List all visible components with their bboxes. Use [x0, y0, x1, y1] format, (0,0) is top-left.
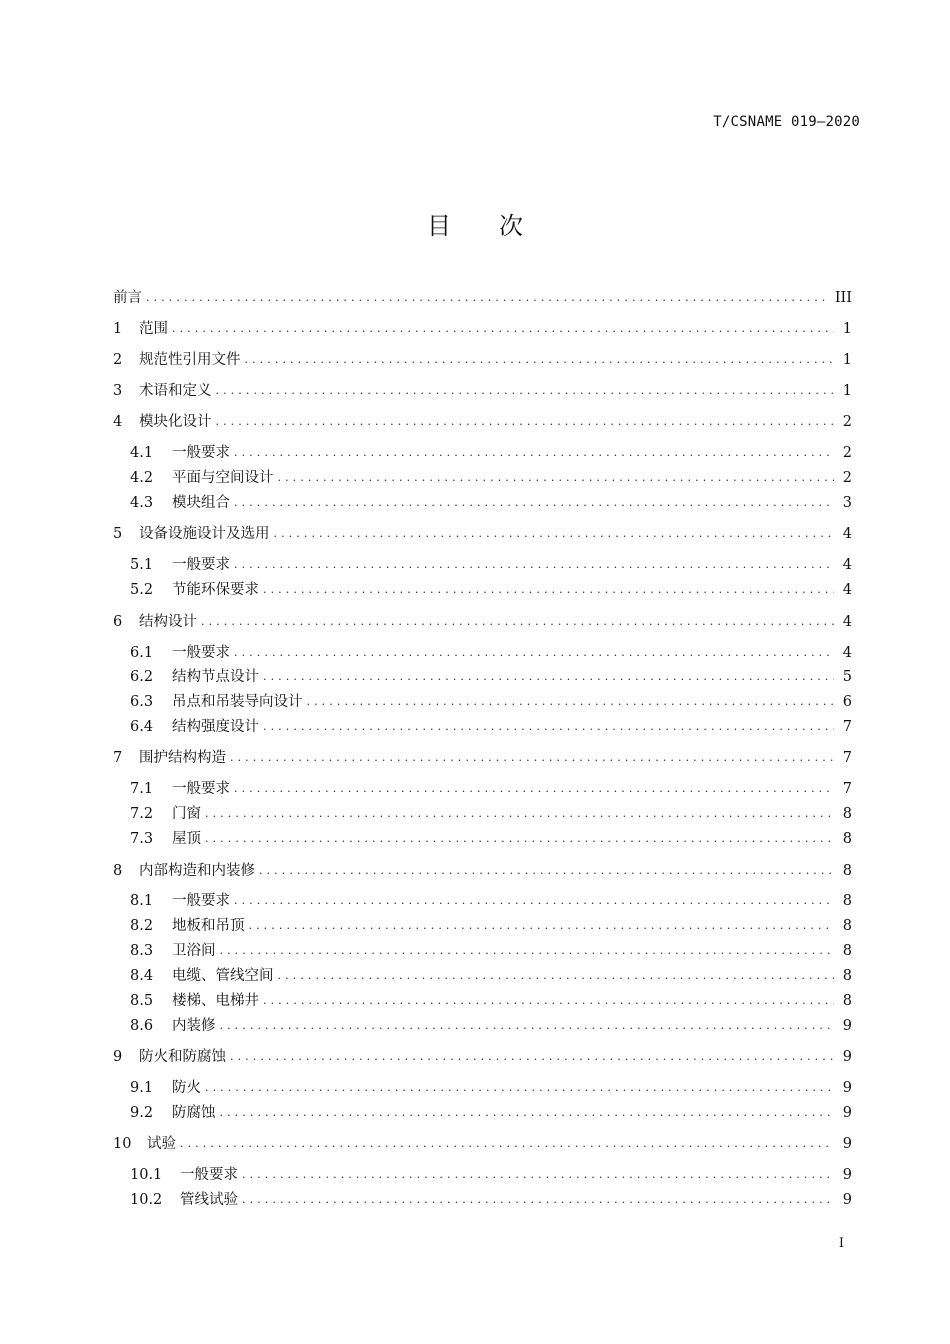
toc-leader-dots [242, 1164, 834, 1186]
toc-entry-number: 8.2 [130, 918, 154, 934]
toc-entry-label: 吊点和吊装导向设计 [172, 694, 303, 710]
toc-entry-label: 平面与空间设计 [172, 470, 274, 486]
toc-leader-dots [234, 492, 834, 514]
toc-leader-dots [263, 666, 834, 688]
toc-entry-number: 10 [113, 1136, 132, 1152]
toc-entry[interactable] [130, 965, 852, 987]
toc-leader-dots [274, 523, 835, 545]
toc-entry-label: 门窗 [172, 806, 201, 822]
toc-entry-label: 模块组合 [172, 495, 230, 511]
toc-title: 目次 [427, 212, 571, 240]
toc-entry-number: 3 [113, 383, 123, 399]
toc-entry-number: 7.2 [130, 806, 154, 822]
toc-entry-number: 8.3 [130, 943, 154, 959]
toc-entry-page: 2 [842, 414, 852, 430]
toc-entry-number: 9 [113, 1049, 123, 1065]
toc-entry-label: 试验 [147, 1136, 176, 1152]
toc-entry-number: 8 [113, 863, 123, 879]
toc-entry-page: 7 [842, 781, 852, 797]
toc-entry-label: 一般要求 [172, 557, 230, 573]
toc-entry-label: 防腐蚀 [172, 1105, 216, 1121]
toc-entry[interactable] [113, 611, 852, 633]
toc-leader-dots [234, 890, 834, 912]
toc-entry[interactable] [130, 691, 852, 713]
toc-entry-label: 结构强度设计 [172, 719, 259, 735]
toc-entry-page: 1 [842, 383, 852, 399]
toc-entry-number: 9.2 [130, 1105, 154, 1121]
toc-entry[interactable] [130, 554, 852, 576]
toc-entry-page: 6 [842, 694, 852, 710]
page-number: I [838, 1236, 844, 1251]
toc-entry[interactable] [130, 492, 852, 514]
toc-leader-dots [259, 860, 834, 882]
toc-entry-label: 规范性引用文件 [139, 352, 241, 368]
toc-entry-number: 4.2 [130, 470, 154, 486]
toc-entry-page: 4 [842, 582, 852, 598]
toc-leader-dots [234, 642, 834, 664]
toc-entry[interactable] [130, 915, 852, 937]
toc-entry-page: 9 [842, 1136, 852, 1152]
toc-leader-dots [205, 803, 834, 825]
toc-entry[interactable] [113, 1046, 852, 1068]
toc-entry-label: 节能环保要求 [172, 582, 259, 598]
toc-entry[interactable] [113, 747, 852, 769]
toc-entry-number: 5 [113, 526, 123, 542]
toc-entry-page: 2 [842, 470, 852, 486]
toc-entry-label: 范围 [139, 321, 168, 337]
toc-entry[interactable] [130, 940, 852, 962]
toc-leader-dots [230, 747, 834, 769]
document-code: T/CSNAME 019—2020 [713, 114, 860, 130]
toc-entry-number: 5.2 [130, 582, 154, 598]
toc-entry-number: 6.2 [130, 669, 154, 685]
toc-entry[interactable] [130, 890, 852, 912]
toc-leader-dots [216, 411, 835, 433]
toc-entry-label: 卫浴间 [172, 943, 216, 959]
toc-entry-label: 防火 [172, 1080, 201, 1096]
toc-entry-number: 6.4 [130, 719, 154, 735]
toc-entry[interactable] [130, 778, 852, 800]
toc-entry[interactable] [130, 579, 852, 601]
toc-entry[interactable] [130, 1077, 852, 1099]
toc-entry-page: 8 [842, 993, 852, 1009]
toc-leader-dots [216, 380, 835, 402]
toc-entry-page: 8 [842, 806, 852, 822]
toc-entry-number: 1 [113, 321, 123, 337]
toc-entry[interactable] [113, 523, 852, 545]
toc-entry-label: 屋顶 [172, 831, 201, 847]
toc-entry[interactable] [113, 411, 852, 433]
toc-entry-label: 电缆、管线空间 [172, 968, 274, 984]
toc-leader-dots [146, 287, 827, 309]
toc-entry-label: 前言 [113, 290, 142, 306]
toc-entry-page: 9 [842, 1080, 852, 1096]
toc-entry[interactable] [113, 860, 852, 882]
toc-entry[interactable] [130, 1164, 852, 1186]
toc-entry-page: 8 [842, 918, 852, 934]
toc-entry[interactable] [130, 666, 852, 688]
toc-entry[interactable] [113, 380, 852, 402]
toc-entry-label: 围护结构构造 [139, 750, 226, 766]
toc-leader-dots [307, 691, 835, 713]
toc-leader-dots [234, 778, 834, 800]
toc-entry-label: 结构节点设计 [172, 669, 259, 685]
toc-leader-dots [234, 554, 834, 576]
toc-entry-label: 一般要求 [180, 1167, 238, 1183]
toc-entry-label: 防火和防腐蚀 [139, 1049, 226, 1065]
toc-leader-dots [205, 1077, 834, 1099]
toc-entry-label: 模块化设计 [139, 414, 212, 430]
toc-entry-page: 4 [842, 645, 852, 661]
toc-entry[interactable] [130, 716, 852, 738]
toc-entry[interactable] [113, 287, 852, 309]
toc-entry-page: 7 [842, 750, 852, 766]
toc-entry[interactable] [130, 467, 852, 489]
toc-entry-number: 8.1 [130, 893, 154, 909]
toc-entry[interactable] [130, 990, 852, 1012]
toc-leader-dots [180, 1133, 834, 1155]
toc-entry-page: 7 [842, 719, 852, 735]
toc-entry-number: 8.6 [130, 1018, 154, 1034]
toc-entry-number: 10.1 [130, 1167, 163, 1183]
toc-entry-page: 8 [842, 863, 852, 879]
toc-entry[interactable] [130, 828, 852, 850]
toc-leader-dots [205, 828, 834, 850]
toc-leader-dots [234, 442, 834, 464]
toc-leader-dots [230, 1046, 834, 1068]
toc-entry-label: 内部构造和内装修 [139, 863, 255, 879]
toc-leader-dots [245, 349, 835, 371]
toc-entry-number: 5.1 [130, 557, 154, 573]
toc-entry-page: III [834, 290, 852, 306]
toc-leader-dots [242, 1189, 834, 1211]
toc-entry-page: 9 [842, 1167, 852, 1183]
toc-entry-page: 8 [842, 831, 852, 847]
toc-entry-page: 4 [842, 526, 852, 542]
toc-entry-label: 管线试验 [180, 1192, 238, 1208]
toc-leader-dots [263, 716, 834, 738]
toc-leader-dots [263, 990, 834, 1012]
toc-leader-dots [220, 1102, 835, 1124]
toc-entry-number: 6.3 [130, 694, 154, 710]
toc-entry-page: 8 [842, 943, 852, 959]
toc-entry-page: 2 [842, 445, 852, 461]
toc-entry-number: 7.1 [130, 781, 154, 797]
toc-entry-number: 2 [113, 352, 123, 368]
toc-entry-number: 4.1 [130, 445, 154, 461]
toc-entry-page: 9 [842, 1105, 852, 1121]
toc-entry-page: 5 [842, 669, 852, 685]
toc-entry-page: 8 [842, 893, 852, 909]
toc-entry[interactable] [130, 803, 852, 825]
toc-entry-number: 7.3 [130, 831, 154, 847]
toc-entry-page: 9 [842, 1049, 852, 1065]
toc-entry[interactable] [130, 642, 852, 664]
toc-leader-dots [220, 940, 835, 962]
toc-entry-label: 内装修 [172, 1018, 216, 1034]
toc-entry[interactable] [130, 1189, 852, 1211]
toc-entry[interactable] [130, 1102, 852, 1124]
toc-entry-number: 7 [113, 750, 123, 766]
toc-entry-label: 一般要求 [172, 645, 230, 661]
toc-entry[interactable] [130, 442, 852, 464]
toc-entry-page: 8 [842, 968, 852, 984]
toc-entry-label: 一般要求 [172, 893, 230, 909]
toc-entry-label: 楼梯、电梯井 [172, 993, 259, 1009]
toc-entry-number: 6 [113, 614, 123, 630]
toc-entry-page: 4 [842, 614, 852, 630]
toc-leader-dots [220, 1015, 835, 1037]
toc-entry-number: 8.5 [130, 993, 154, 1009]
toc-entry-number: 9.1 [130, 1080, 154, 1096]
toc-entry-number: 4.3 [130, 495, 154, 511]
toc-entry-page: 9 [842, 1018, 852, 1034]
toc-entry-label: 结构设计 [139, 614, 197, 630]
toc-leader-dots [278, 965, 835, 987]
toc-entry-page: 1 [842, 321, 852, 337]
toc-entry-number: 6.1 [130, 645, 154, 661]
toc-entry-number: 10.2 [130, 1192, 163, 1208]
toc-entry[interactable] [113, 318, 852, 340]
toc-entry-number: 4 [113, 414, 123, 430]
toc-entry-page: 1 [842, 352, 852, 368]
toc-entry-page: 4 [842, 557, 852, 573]
toc-entry-page: 9 [842, 1192, 852, 1208]
toc-entry-label: 地板和吊顶 [172, 918, 245, 934]
toc-entry[interactable] [130, 1015, 852, 1037]
toc-leader-dots [263, 579, 834, 601]
toc-entry-label: 设备设施设计及选用 [139, 526, 270, 542]
toc-leader-dots [201, 611, 834, 633]
toc-entry-label: 一般要求 [172, 781, 230, 797]
toc-leader-dots [249, 915, 835, 937]
toc-leader-dots [278, 467, 835, 489]
toc-entry-label: 术语和定义 [139, 383, 212, 399]
toc-entry[interactable] [113, 1133, 852, 1155]
toc-entry[interactable] [113, 349, 852, 371]
toc-entry-label: 一般要求 [172, 445, 230, 461]
toc-leader-dots [172, 318, 834, 340]
toc-entry-number: 8.4 [130, 968, 154, 984]
toc-entry-page: 3 [842, 495, 852, 511]
